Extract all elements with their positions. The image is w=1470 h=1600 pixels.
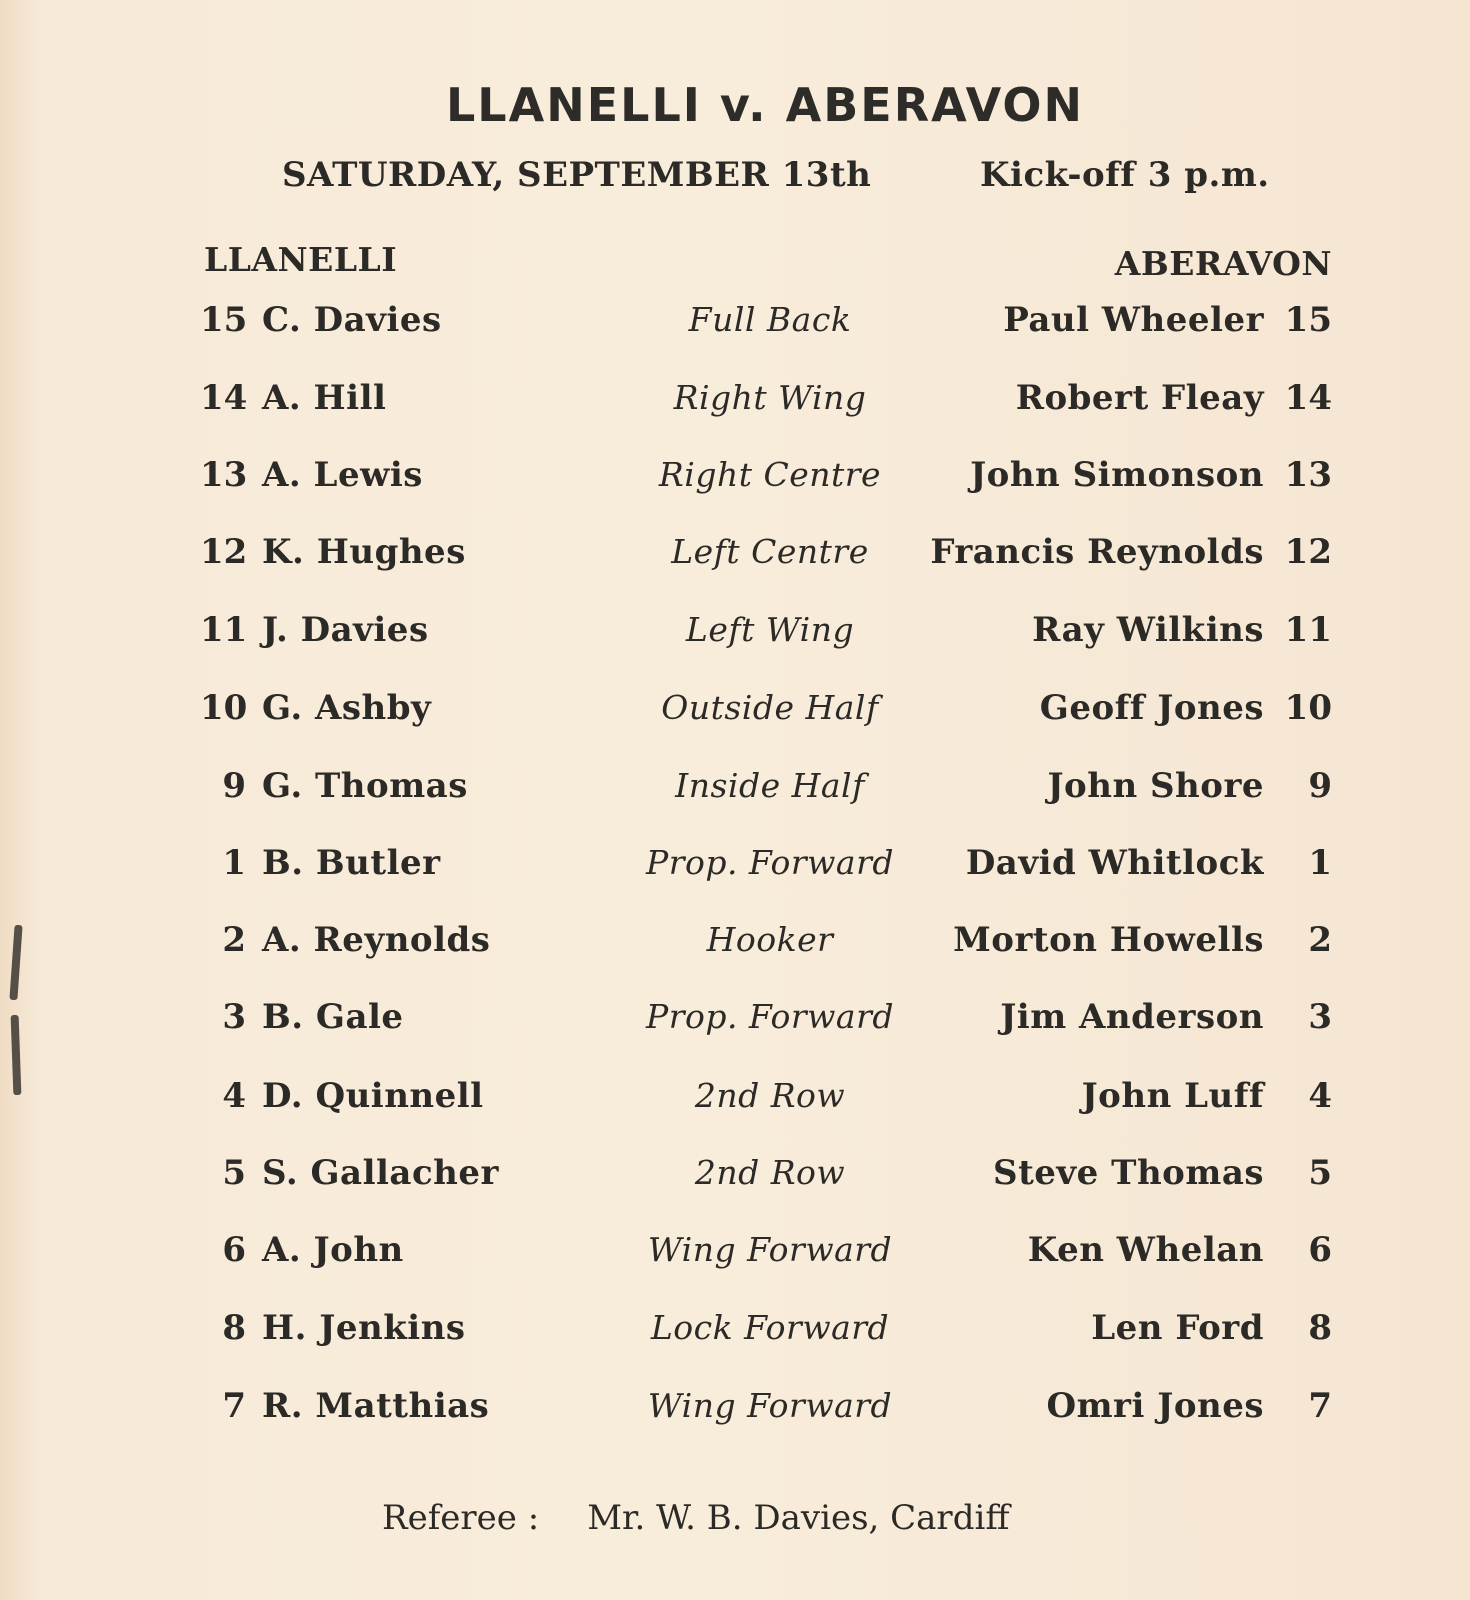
- home-player-name: B. Butler: [262, 843, 441, 883]
- referee-name: Mr. W. B. Davies, Cardiff: [587, 1498, 1010, 1538]
- away-player-number: 7: [1308, 1386, 1332, 1426]
- home-player-number: 14: [200, 378, 248, 418]
- away-player-number: 11: [1284, 610, 1332, 650]
- away-player-number: 12: [1284, 532, 1332, 572]
- home-player-name: A. Reynolds: [262, 920, 491, 960]
- away-player-number: 5: [1308, 1153, 1332, 1193]
- home-player-name: A. John: [262, 1230, 404, 1270]
- away-player-name: Jim Anderson: [1000, 997, 1264, 1037]
- away-player-name: Ken Whelan: [1027, 1230, 1264, 1270]
- lineup-row: [0, 455, 1470, 525]
- home-player-name: H. Jenkins: [262, 1308, 466, 1348]
- away-player-number: 13: [1284, 455, 1332, 495]
- match-date: SATURDAY, SEPTEMBER 13th: [282, 155, 872, 195]
- home-player-name: K. Hughes: [262, 532, 466, 572]
- home-player-number: 6: [222, 1230, 246, 1270]
- home-player-number: 15: [200, 300, 248, 340]
- lineup-row: [0, 532, 1470, 602]
- position-label: Left Centre: [671, 532, 869, 571]
- position-label: Right Wing: [673, 378, 867, 417]
- home-player-number: 10: [200, 688, 248, 728]
- home-player-number: 4: [222, 1076, 246, 1116]
- away-player-name: Len Ford: [1091, 1308, 1264, 1348]
- home-player-name: S. Gallacher: [262, 1153, 499, 1193]
- lineup-row: [0, 843, 1470, 913]
- home-team-heading: LLANELLI: [204, 240, 398, 279]
- position-label: Prop. Forward: [645, 843, 894, 882]
- away-player-name: Robert Fleay: [1015, 378, 1264, 418]
- position-label: Wing Forward: [647, 1386, 893, 1425]
- home-player-number: 8: [222, 1308, 246, 1348]
- home-player-name: A. Hill: [262, 378, 387, 418]
- away-team-heading: ABERAVON: [1114, 244, 1332, 283]
- away-player-name: Omri Jones: [1046, 1386, 1264, 1426]
- home-player-name: R. Matthias: [262, 1386, 490, 1426]
- lineup-row: [0, 610, 1470, 680]
- lineup-row: [0, 997, 1470, 1067]
- position-label: 2nd Row: [694, 1153, 846, 1192]
- position-label: Prop. Forward: [645, 997, 894, 1036]
- position-label: Hooker: [706, 920, 834, 959]
- home-player-name: C. Davies: [262, 300, 442, 340]
- home-player-name: B. Gale: [262, 997, 404, 1037]
- away-player-name: John Luff: [1081, 1076, 1264, 1116]
- position-label: 2nd Row: [694, 1076, 846, 1115]
- position-label: Outside Half: [661, 688, 879, 727]
- match-title: LLANELLI v. ABERAVON: [446, 78, 1084, 132]
- home-player-number: 12: [200, 532, 248, 572]
- position-label: Lock Forward: [650, 1308, 890, 1347]
- position-label: Left Wing: [685, 610, 855, 649]
- home-player-name: G. Ashby: [262, 688, 432, 728]
- away-player-number: 10: [1284, 688, 1332, 728]
- referee-line: [382, 1498, 1009, 1538]
- lineup-row: [0, 300, 1470, 370]
- home-player-number: 1: [222, 843, 246, 883]
- away-player-name: John Shore: [1047, 766, 1264, 806]
- away-player-name: John Simonson: [970, 455, 1264, 495]
- kickoff-time: Kick-off 3 p.m.: [980, 155, 1270, 195]
- lineup-row: [0, 1308, 1470, 1378]
- home-player-number: 3: [222, 997, 246, 1037]
- home-player-name: A. Lewis: [262, 455, 423, 495]
- home-player-name: G. Thomas: [262, 766, 468, 806]
- away-player-number: 15: [1284, 300, 1332, 340]
- home-player-number: 5: [222, 1153, 246, 1193]
- lineup-row: [0, 920, 1470, 990]
- away-player-number: 3: [1308, 997, 1332, 1037]
- away-player-number: 14: [1284, 378, 1332, 418]
- home-player-number: 2: [222, 920, 246, 960]
- away-player-name: Paul Wheeler: [1003, 300, 1264, 340]
- away-player-number: 2: [1308, 920, 1332, 960]
- away-player-name: Ray Wilkins: [1032, 610, 1264, 650]
- lineup-row: [0, 688, 1470, 758]
- lineup-row: [0, 378, 1470, 448]
- home-player-number: 13: [200, 455, 248, 495]
- position-label: Wing Forward: [647, 1230, 893, 1269]
- lineup-row: [0, 766, 1470, 836]
- lineup-row: [0, 1230, 1470, 1300]
- position-label: Right Centre: [658, 455, 882, 494]
- home-player-name: J. Davies: [262, 610, 429, 650]
- referee-label: Referee :: [382, 1498, 540, 1538]
- home-player-number: 11: [200, 610, 248, 650]
- away-player-name: Steve Thomas: [993, 1153, 1264, 1193]
- home-player-number: 9: [222, 766, 246, 806]
- away-player-name: Francis Reynolds: [930, 532, 1264, 572]
- away-player-number: 6: [1308, 1230, 1332, 1270]
- away-player-name: Geoff Jones: [1039, 688, 1264, 728]
- away-player-name: David Whitlock: [965, 843, 1264, 883]
- lineup-row: [0, 1076, 1470, 1146]
- away-player-name: Morton Howells: [953, 920, 1264, 960]
- away-player-number: 8: [1308, 1308, 1332, 1348]
- away-player-number: 4: [1308, 1076, 1332, 1116]
- position-label: Full Back: [688, 300, 852, 339]
- away-player-number: 9: [1308, 766, 1332, 806]
- lineup-row: [0, 1153, 1470, 1223]
- home-player-name: D. Quinnell: [262, 1076, 484, 1116]
- home-player-number: 7: [222, 1386, 246, 1426]
- position-label: Inside Half: [675, 766, 865, 805]
- lineup-row: [0, 1386, 1470, 1456]
- away-player-number: 1: [1308, 843, 1332, 883]
